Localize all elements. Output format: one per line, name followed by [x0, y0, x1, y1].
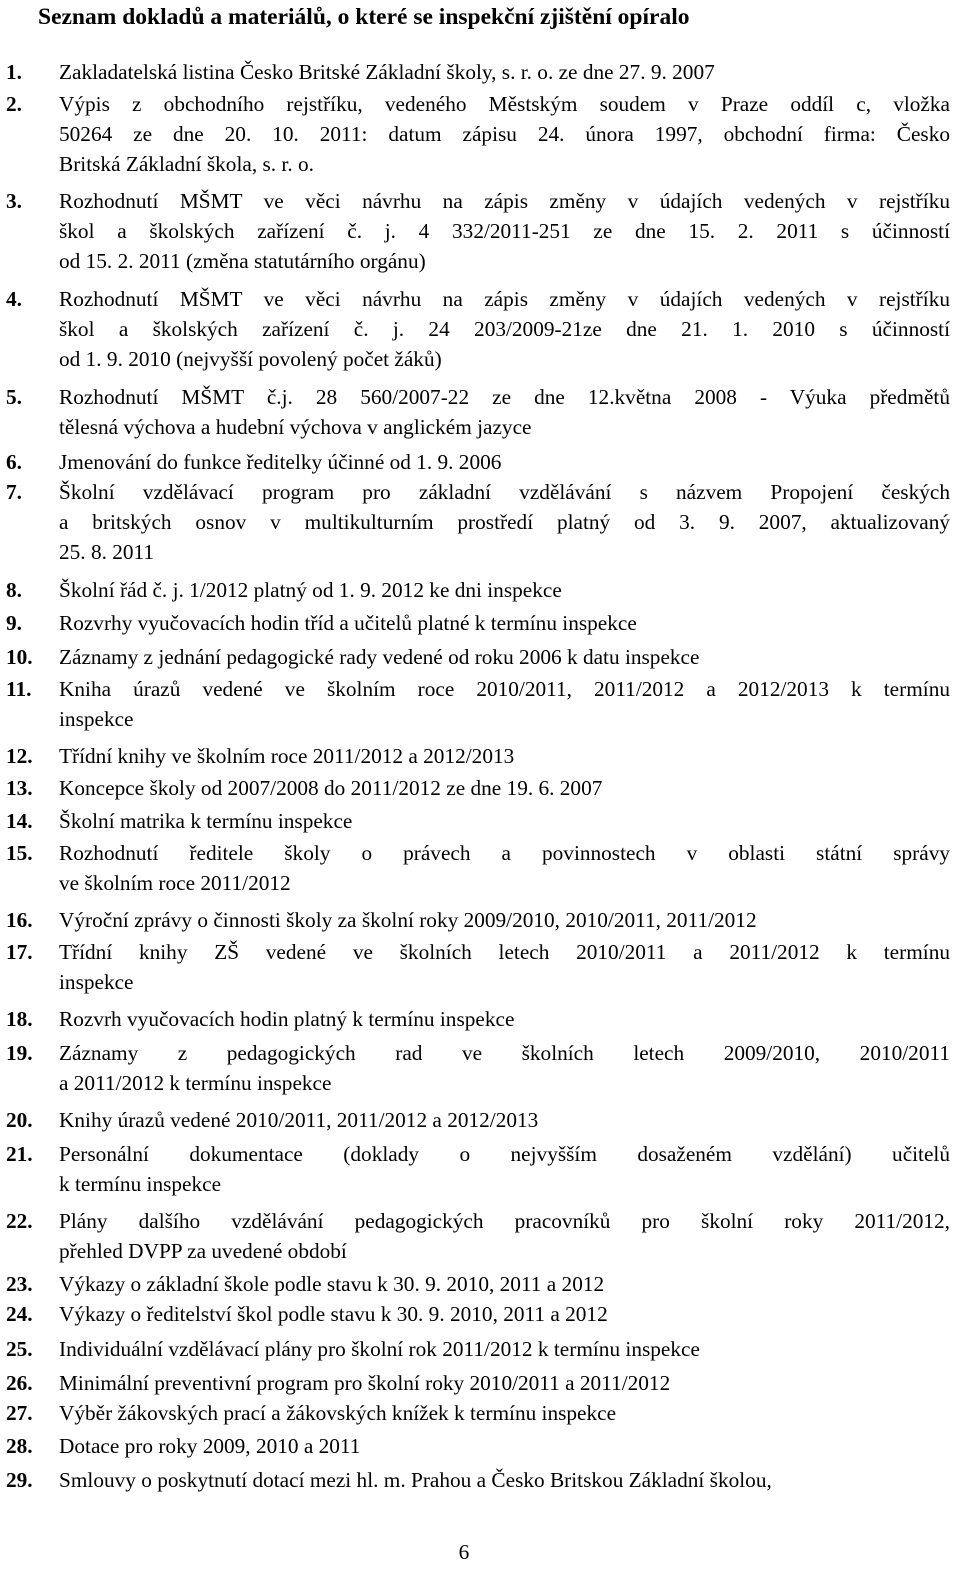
- list-item: [6, 1105, 950, 1135]
- list-item: [6, 1334, 950, 1364]
- item-text: [59, 642, 950, 672]
- item-text: [59, 773, 950, 803]
- item-text-line: Rozhodnutí ředitele školy o právech a povinnostech v oblasti státní správy: [59, 841, 950, 865]
- item-text: [59, 1139, 950, 1199]
- item-text: [59, 477, 950, 567]
- item-text-line: škol a školských zařízení č. j. 24 203/2009-21ze dne 21. 1. 2010 s účinností: [59, 317, 950, 341]
- item-text-line: od 15. 2. 2011 (změna statutárního orgánu): [59, 249, 426, 273]
- item-text-line: Školní vzdělávací program pro základní vzdělávání s názvem Propojení českých: [59, 480, 950, 504]
- list-item: [6, 1398, 950, 1428]
- list-item: [6, 773, 950, 803]
- item-text: [59, 1038, 950, 1098]
- item-text: [59, 447, 950, 477]
- item-text-line: Plány dalšího vzdělávání pedagogických pracovníků pro školní roky 2011/2012,: [59, 1209, 950, 1233]
- item-number: 11.: [6, 677, 32, 701]
- list-item: [6, 608, 950, 638]
- list-item: [6, 741, 950, 771]
- item-text-line: Školní řád č. j. 1/2012 platný od 1. 9. 2012 ke dni inspekce: [59, 578, 562, 602]
- item-text-line: inspekce: [59, 707, 134, 731]
- item-text-line: inspekce: [59, 970, 134, 994]
- item-text: [59, 1431, 950, 1461]
- list-item: [6, 186, 950, 276]
- page-number: 6: [458, 1540, 470, 1564]
- list-item: [6, 382, 950, 442]
- item-text: [59, 186, 950, 276]
- list-item: [6, 1269, 950, 1299]
- item-text: [59, 741, 950, 771]
- item-text-line: Rozvrhy vyučovacích hodin tříd a učitelů platné k termínu inspekce: [59, 611, 637, 635]
- list-item: [6, 674, 950, 734]
- item-number: 14.: [6, 809, 33, 833]
- item-text-line: Jmenování do funkce ředitelky účinné od 1. 9. 2006: [59, 450, 502, 474]
- item-text-line: Výkazy o základní škole podle stavu k 30. 9. 2010, 2011 a 2012: [59, 1272, 605, 1296]
- item-text-line: Rozhodnutí MŠMT ve věci návrhu na zápis změny v údajích vedených v rejstříku: [59, 189, 950, 213]
- list-item: [6, 642, 950, 672]
- item-text-line: Školní matrika k termínu inspekce: [59, 809, 353, 833]
- item-text-line: škol a školských zařízení č. j. 4 332/2011-251 ze dne 15. 2. 2011 s účinností: [59, 219, 950, 243]
- item-text-line: Dotace pro roky 2009, 2010 a 2011: [59, 1434, 361, 1458]
- item-text: [59, 382, 950, 442]
- item-number: 4.: [6, 287, 22, 311]
- item-number: 10.: [6, 645, 33, 669]
- item-number: 1.: [6, 60, 22, 84]
- item-text: [59, 674, 950, 734]
- item-text-line: Výroční zprávy o činnosti školy za školní roky 2009/2010, 2010/2011, 2011/2012: [59, 908, 757, 932]
- item-text-line: 25. 8. 2011: [59, 540, 155, 564]
- list-item: [6, 937, 950, 997]
- item-number: 5.: [6, 385, 22, 409]
- item-text-line: přehled DVPP za uvedené období: [59, 1239, 347, 1263]
- item-text-line: Rozhodnutí MŠMT č.j. 28 560/2007-22 ze dne 12.května 2008 - Výuka předmětů: [59, 385, 950, 409]
- item-text-line: Záznamy z jednání pedagogické rady vedené od roku 2006 k datu inspekce: [59, 645, 700, 669]
- item-number: 19.: [6, 1041, 33, 1065]
- item-text: [59, 1398, 950, 1428]
- list-item: [6, 477, 950, 567]
- list-item: [6, 89, 950, 179]
- item-number: 23.: [6, 1272, 33, 1296]
- item-number: 6.: [6, 450, 22, 474]
- page-title: Seznam dokladů a materiálů, o které se inspekční zjištění opíralo: [38, 4, 690, 30]
- item-text-line: Záznamy z pedagogických rad ve školních letech 2009/2010, 2010/2011: [59, 1041, 950, 1065]
- list-item: [6, 1368, 950, 1398]
- item-text: [59, 608, 950, 638]
- item-number: 15.: [6, 841, 33, 865]
- item-text-line: Výběr žákovských prací a žákovských knížek k termínu inspekce: [59, 1401, 617, 1425]
- item-text-line: Knihy úrazů vedené 2010/2011, 2011/2012 a 2012/2013: [59, 1108, 539, 1132]
- item-number: 22.: [6, 1209, 33, 1233]
- item-number: 18.: [6, 1007, 33, 1031]
- list-item: [6, 806, 950, 836]
- item-number: 25.: [6, 1337, 33, 1361]
- item-text: [59, 838, 950, 898]
- item-text: [59, 1269, 950, 1299]
- item-number: 3.: [6, 189, 22, 213]
- item-text-line: Individuální vzdělávací plány pro školní rok 2011/2012 k termínu inspekce: [59, 1337, 700, 1361]
- list-item: [6, 838, 950, 898]
- item-text-line: od 1. 9. 2010 (nejvyšší povolený počet žáků): [59, 347, 442, 371]
- item-text-line: Rozvrh vyučovacích hodin platný k termínu inspekce: [59, 1007, 515, 1031]
- item-text-line: Minimální preventivní program pro školní roky 2010/2011 a 2011/2012: [59, 1371, 671, 1395]
- item-number: 28.: [6, 1434, 33, 1458]
- item-number: 21.: [6, 1142, 33, 1166]
- item-text-line: Zakladatelská listina Česko Britské Základní školy, s. r. o. ze dne 27. 9. 2007: [59, 60, 715, 84]
- item-text-line: Třídní knihy ZŠ vedené ve školních letech 2010/2011 a 2011/2012 k termínu: [59, 940, 950, 964]
- item-text: [59, 1334, 950, 1364]
- list-item: [6, 1038, 950, 1098]
- item-text: [59, 937, 950, 997]
- list-item: [6, 575, 950, 605]
- item-number: 20.: [6, 1108, 33, 1132]
- item-number: 12.: [6, 744, 33, 768]
- item-text-line: k termínu inspekce: [59, 1172, 222, 1196]
- item-text-line: Kniha úrazů vedené ve školním roce 2010/2011, 2011/2012 a 2012/2013 k termínu: [59, 677, 950, 701]
- item-text: [59, 1368, 950, 1398]
- item-text: [59, 1206, 950, 1266]
- item-text-line: 50264 ze dne 20. 10. 2011: datum zápisu 24. února 1997, obchodní firma: Česko: [59, 122, 950, 146]
- item-text-line: Personální dokumentace (doklady o nejvyšším dosaženém vzdělání) učitelů: [59, 1142, 950, 1166]
- list-item: [6, 57, 950, 87]
- item-text: [59, 57, 950, 87]
- item-number: 24.: [6, 1302, 33, 1326]
- item-number: 9.: [6, 611, 22, 635]
- item-text: [59, 575, 950, 605]
- item-number: 17.: [6, 940, 33, 964]
- item-text: [59, 284, 950, 374]
- item-text-line: Výkazy o ředitelství škol podle stavu k 30. 9. 2010, 2011 a 2012: [59, 1302, 608, 1326]
- item-text-line: a 2011/2012 k termínu inspekce: [59, 1071, 332, 1095]
- item-number: 2.: [6, 92, 22, 116]
- item-number: 13.: [6, 776, 33, 800]
- item-number: 27.: [6, 1401, 33, 1425]
- list-item: [6, 1299, 950, 1329]
- item-text-line: ve školním roce 2011/2012: [59, 871, 291, 895]
- item-text: [59, 1105, 950, 1135]
- item-number: 16.: [6, 908, 33, 932]
- item-text-line: Smlouvy o poskytnutí dotací mezi hl. m. Prahou a Česko Britskou Základní školou,: [59, 1468, 772, 1492]
- item-text-line: a britských osnov v multikulturním prostředí platný od 3. 9. 2007, aktualizovaný: [59, 510, 950, 534]
- list-item: [6, 447, 950, 477]
- item-text-line: Třídní knihy ve školním roce 2011/2012 a 2012/2013: [59, 744, 515, 768]
- list-item: [6, 905, 950, 935]
- item-text-line: Koncepce školy od 2007/2008 do 2011/2012 ze dne 19. 6. 2007: [59, 776, 603, 800]
- item-number: 8.: [6, 578, 22, 602]
- item-text-line: Výpis z obchodního rejstříku, vedeného Městským soudem v Praze oddíl c, vložka: [59, 92, 950, 116]
- list-item: [6, 1004, 950, 1034]
- item-text-line: tělesná výchova a hudební výchova v anglickém jazyce: [59, 415, 532, 439]
- list-item: [6, 1431, 950, 1461]
- item-text: [59, 905, 950, 935]
- list-item: [6, 284, 950, 374]
- item-number: 29.: [6, 1468, 33, 1492]
- item-text: [59, 89, 950, 179]
- item-number: 7.: [6, 480, 22, 504]
- item-text: [59, 1004, 950, 1034]
- item-text: [59, 1299, 950, 1329]
- item-text-line: Rozhodnutí MŠMT ve věci návrhu na zápis změny v údajích vedených v rejstříku: [59, 287, 950, 311]
- list-item: [6, 1465, 950, 1495]
- item-text: [59, 1465, 950, 1495]
- item-text-line: Britská Základní škola, s. r. o.: [59, 152, 314, 176]
- list-item: [6, 1206, 950, 1266]
- item-number: 26.: [6, 1371, 33, 1395]
- list-item: [6, 1139, 950, 1199]
- item-text: [59, 806, 950, 836]
